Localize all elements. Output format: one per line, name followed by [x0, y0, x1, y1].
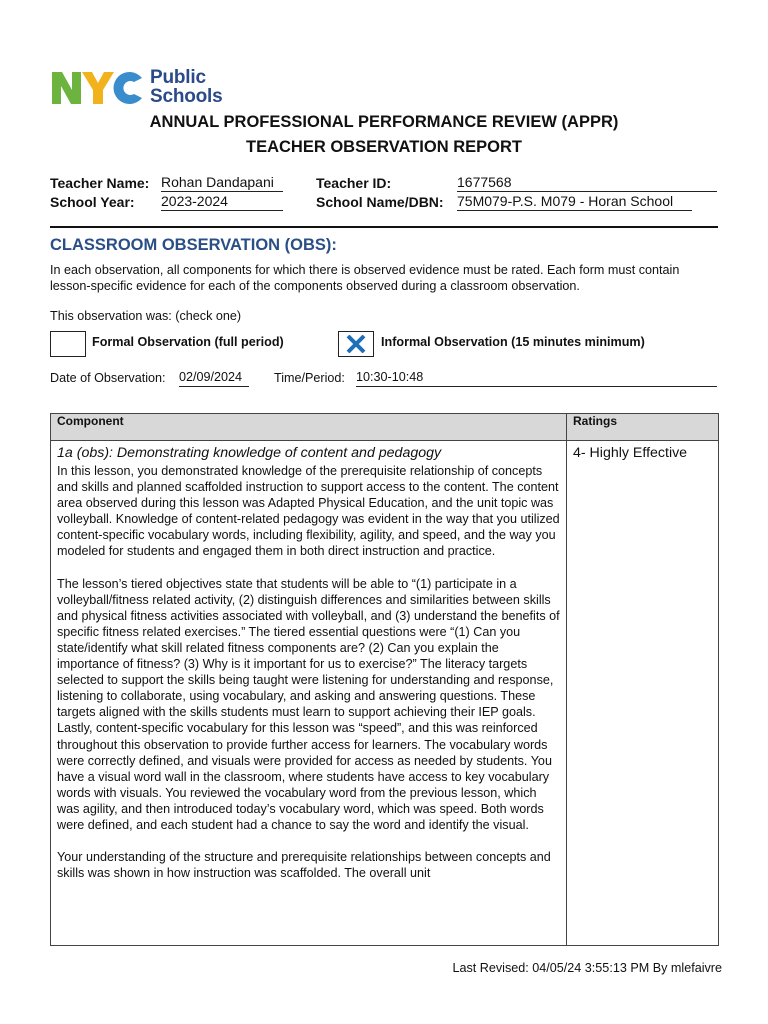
school-year-label: School Year:: [50, 194, 135, 210]
observation-type-question: This observation was: (check one): [50, 309, 242, 323]
last-revised-footer: Last Revised: 04/05/24 3:55:13 PM By mlefaivre: [452, 961, 722, 975]
rating-cell: [567, 441, 719, 946]
teacher-id-label: Teacher ID:: [316, 175, 392, 191]
teacher-name-value: Rohan Dandapani: [161, 174, 283, 192]
date-of-observation-label: Date of Observation:: [50, 371, 166, 385]
component-title: 1a (obs): Demonstrating knowledge of content and pedagogy: [57, 445, 442, 461]
nyc-public-schools-logo: [50, 68, 240, 108]
component-column-header: Component: [51, 414, 567, 441]
evidence-paragraph: The lesson’s tiered objectives state that students will be able to “(1) participate in a volleyball/fitness related activity, (2) distinguish differences and similarities between skills and physical fitness activities associated with volleyball, and (3) understand the benefits of specific fitness related exercises.” The tiered essential questions were “(1) Can you state/identify what skill related fitness components are? (2) Can you explain the importance of fitness? (3) Why is it important for us to exercise?” The literacy targets selected to support the skills being taught were listening for understanding and response, listening to collaborate, using vocabulary, and asking and answering questions. These targets aligned with the skills students must learn to support achieving their IEP goals. Lastly, content-specific vocabulary for this lesson was “speed”, and this was reinforced throughout this observation to provide further access for learners. The vocabulary words were correctly defined, and visuals were provided for access as needed by students. You have a visual word wall in the classroom, where students have access to key vocabulary words with visuals. You reviewed the vocabulary word from the previous lesson, which was agility, and then introduced today’s vocabulary word, which was speed. Both words were defined, and each student had a chance to say the word and identify the visual.: [57, 576, 560, 832]
school-year-value: 2023-2024: [161, 193, 283, 211]
observation-table: [50, 413, 719, 946]
rating-value: 4- Highly Effective: [573, 445, 688, 461]
section-intro: In each observation, all components for which there is observed evidence must be rated. Each form must contain lesson-specific evidence for each of the components observed during a classroom observation.: [50, 263, 680, 293]
time-period-label: Time/Period:: [274, 371, 345, 385]
section-heading: CLASSROOM OBSERVATION (OBS):: [50, 236, 337, 254]
table-row: [51, 441, 719, 946]
section-divider: [50, 226, 718, 228]
table-header-row: [51, 414, 719, 441]
nyc-logo-mark-icon: [50, 70, 144, 106]
school-name-label: School Name/DBN:: [316, 194, 444, 210]
informal-observation-checkbox[interactable]: [338, 331, 374, 357]
informal-observation-label: Informal Observation (15 minutes minimum): [381, 335, 645, 349]
evidence-paragraph: In this lesson, you demonstrated knowledge of the prerequisite relationship of concepts and skills and planned scaffolded instruction to support access to the content. The content area observed during this lesson was Adapted Physical Education, and the unit topic was volleyball. Knowledge of content-related pedagogy was evident in the way that you utilized content-specific vocabulary words, including flexibility, agility, and speed, and the way you modeled for students and engaged them in both direct instruction and practice.: [57, 464, 560, 559]
teacher-name-label: Teacher Name:: [50, 175, 150, 191]
date-of-observation-value: 02/09/2024: [179, 370, 249, 387]
teacher-id-value: 1677568: [457, 174, 717, 192]
ratings-column-header: Ratings: [567, 414, 719, 441]
report-subtitle: TEACHER OBSERVATION REPORT: [246, 138, 522, 156]
formal-observation-checkbox[interactable]: [50, 331, 86, 357]
report-title: ANNUAL PROFESSIONAL PERFORMANCE REVIEW (APPR): [149, 113, 619, 131]
component-cell: [51, 441, 567, 946]
formal-observation-label: Formal Observation (full period): [92, 335, 284, 349]
evidence-paragraph: Your understanding of the structure and prerequisite relationships between concepts and skills was shown in how instruction was scaffolded. The overall unit: [57, 850, 551, 881]
logo-line-schools: Schools: [150, 86, 223, 107]
time-period-value: 10:30-10:48: [356, 370, 717, 387]
checked-x-icon: [346, 335, 366, 353]
logo-line-public: Public: [150, 67, 206, 88]
school-name-value: 75M079-P.S. M079 - Horan School: [457, 193, 692, 211]
